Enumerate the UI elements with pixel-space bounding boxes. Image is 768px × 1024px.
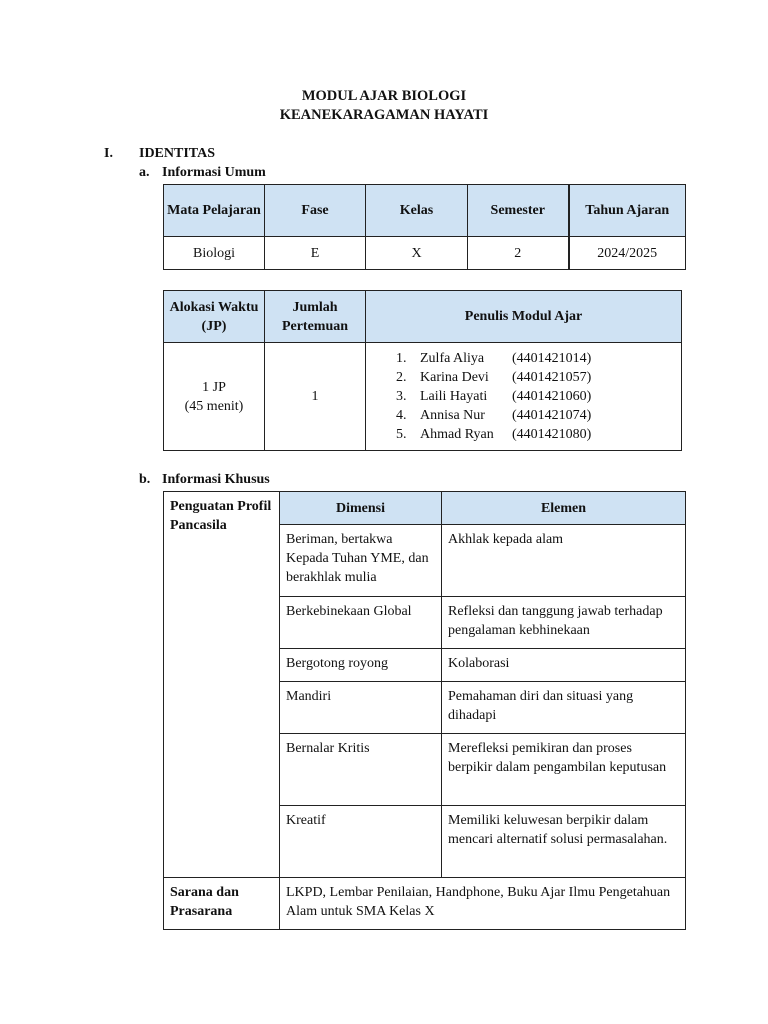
informasi-umum-table <box>163 184 686 270</box>
list-number: 4. <box>396 408 407 423</box>
subsection-b-title: Informasi Khusus <box>162 472 270 487</box>
list-number: 5. <box>396 427 407 442</box>
dimensi-cell: Berkebinekaan Global <box>280 597 442 649</box>
jumlah-pertemuan-cell: 1 <box>265 343 366 451</box>
table-header-cell: Kelas <box>366 185 468 237</box>
document-title: MODUL AJAR BIOLOGI <box>301 88 467 104</box>
list-item <box>396 425 681 444</box>
list-item <box>396 349 681 368</box>
elemen-cell: Akhlak kepada alam <box>442 525 686 597</box>
informasi-khusus-table <box>163 491 686 930</box>
subsection-b-marker: b. <box>139 472 151 487</box>
table-row <box>164 237 686 270</box>
author-name: Karina Devi <box>420 370 489 385</box>
author-id: (4401421014) <box>512 351 592 366</box>
author-id: (4401421057) <box>512 370 592 385</box>
sarana-label: Sarana dan Prasarana <box>164 878 280 930</box>
list-number: 1. <box>396 351 407 366</box>
dimensi-cell: Bergotong royong <box>280 649 442 682</box>
table-header-cell: Elemen <box>442 492 686 525</box>
elemen-cell: Refleksi dan tanggung jawab terhadap pengalaman kebhinekaan <box>442 597 686 649</box>
dimensi-cell: Mandiri <box>280 682 442 734</box>
document-subtitle: KEANEKARAGAMAN HAYATI <box>279 107 489 123</box>
author-name: Zulfa Aliya <box>420 351 485 366</box>
author-name: Annisa Nur <box>420 408 485 423</box>
table-header-cell: Dimensi <box>280 492 442 525</box>
profil-pancasila-label: Penguatan Profil Pancasila <box>164 492 280 878</box>
subsection-a-title: Informasi Umum <box>162 165 266 180</box>
table-header-cell: Mata Pelajaran <box>164 185 265 237</box>
section-title: IDENTITAS <box>139 146 215 161</box>
table-cell: 2024/2025 <box>569 237 686 270</box>
elemen-cell: Memiliki keluwesan berpikir dalam mencari alternatif solusi permasalahan. <box>442 806 686 878</box>
dimensi-cell: Beriman, bertakwa Kepada Tuhan YME, dan berakhlak mulia <box>280 525 442 597</box>
table-header-cell: Alokasi Waktu (JP) <box>164 291 265 343</box>
alokasi-cell <box>164 343 265 451</box>
subsection-a-marker: a. <box>139 165 150 180</box>
table-row <box>164 878 686 930</box>
table-cell: X <box>366 237 468 270</box>
elemen-cell: Pemahaman diri dan situasi yang dihadapi <box>442 682 686 734</box>
alokasi-menit: (45 menit) <box>184 398 244 414</box>
list-item <box>396 368 681 387</box>
author-name: Ahmad Ryan <box>420 427 494 442</box>
table-header-row <box>164 492 686 525</box>
table-header-cell: Jumlah Pertemuan <box>265 291 366 343</box>
author-name: Laili Hayati <box>420 389 488 404</box>
penulis-cell <box>366 343 682 451</box>
list-number: 2. <box>396 370 407 385</box>
table-cell: Biologi <box>164 237 265 270</box>
penulis-list <box>366 349 681 444</box>
table-cell: 2 <box>468 237 569 270</box>
dimensi-cell: Kreatif <box>280 806 442 878</box>
author-id: (4401421080) <box>512 427 592 442</box>
dimensi-cell: Bernalar Kritis <box>280 734 442 806</box>
sarana-value: LKPD, Lembar Penilaian, Handphone, Buku Ajar Ilmu Pengetahuan Alam untuk SMA Kelas X <box>280 878 686 930</box>
table-cell: E <box>265 237 366 270</box>
table-header-cell: Fase <box>265 185 366 237</box>
author-id: (4401421074) <box>512 408 592 423</box>
table-header-cell: Penulis Modul Ajar <box>366 291 682 343</box>
author-id: (4401421060) <box>512 389 592 404</box>
elemen-cell: Merefleksi pemikiran dan proses berpikir dalam pengambilan keputusan <box>442 734 686 806</box>
list-item <box>396 406 681 425</box>
penulis-table <box>163 290 682 451</box>
table-row <box>164 343 682 451</box>
table-header-row <box>164 291 682 343</box>
section-number: I. <box>104 146 113 161</box>
table-header-cell: Semester <box>468 185 569 237</box>
list-item <box>396 387 681 406</box>
list-number: 3. <box>396 389 407 404</box>
table-header-cell: Tahun Ajaran <box>569 185 686 237</box>
table-header-row <box>164 185 686 237</box>
alokasi-jp: 1 JP <box>202 379 226 395</box>
elemen-cell: Kolaborasi <box>442 649 686 682</box>
